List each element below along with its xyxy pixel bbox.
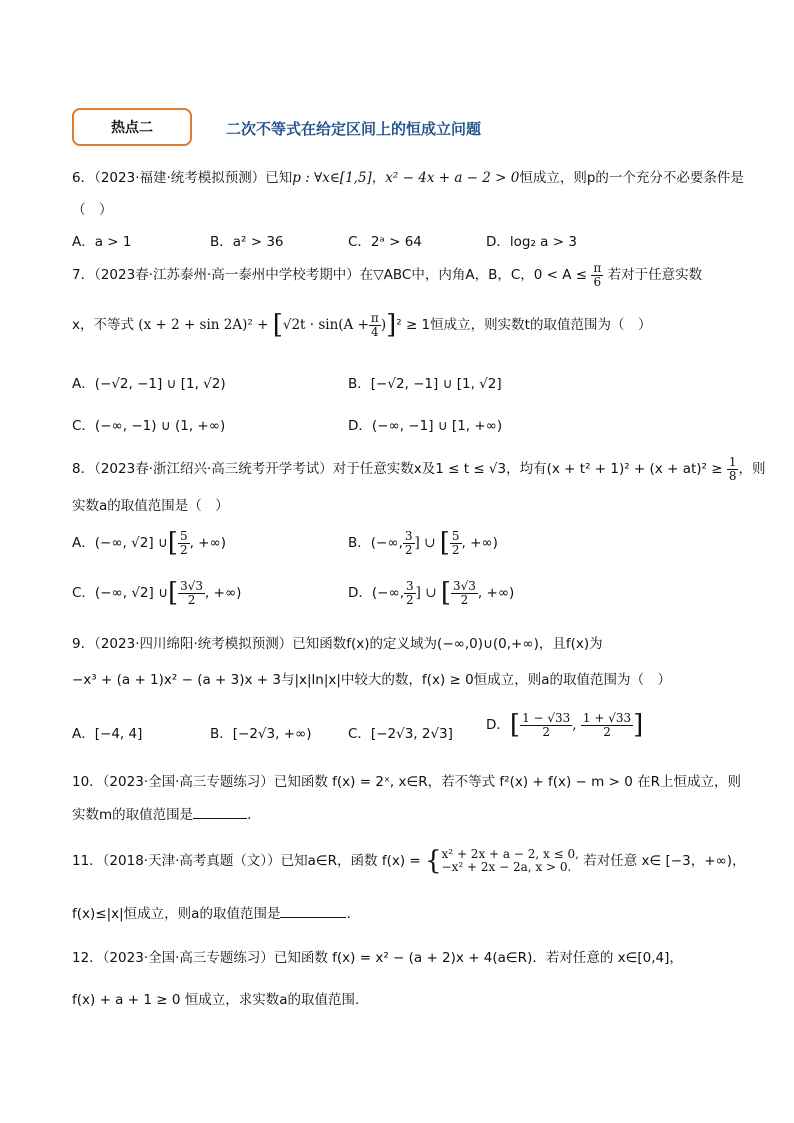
question-8-option-c bbox=[72, 578, 241, 608]
question-6-option-a: A．a > 1 bbox=[72, 234, 132, 250]
question-10-prompt: 实数m的取值范围是 bbox=[72, 807, 194, 823]
comma: , bbox=[572, 717, 581, 733]
question-11-piecewise bbox=[442, 848, 579, 873]
question-7-tail1: 若对于任意实数 bbox=[607, 267, 703, 284]
bracket-close: ] bbox=[414, 535, 420, 551]
question-7-left-bracket: [ bbox=[272, 310, 283, 340]
piecewise-case-2: −x² + 2x − 2a, x > 0. bbox=[441, 860, 572, 874]
question-12-line2: f(x) + a + 1 ≥ 0 恒成立，求实数a的取值范围. bbox=[72, 992, 360, 1008]
question-7-option-b: B．[−√2, −1] ∪ [1, √2] bbox=[348, 376, 502, 392]
question-10-line2 bbox=[72, 803, 251, 823]
question-7-option-a: A．(−√2, −1] ∪ [1, √2) bbox=[72, 376, 226, 392]
question-11-line2 bbox=[72, 902, 351, 922]
bracket-open: [ bbox=[440, 578, 451, 608]
question-9-line1: 9．（2023·四川绵阳·统考模拟预测）已知函数f(x)的定义域为(−∞,0)∪(0,+∞)，且f(x)为 bbox=[72, 636, 603, 652]
question-8-option-a bbox=[72, 528, 226, 558]
question-7-option-c: C．(−∞, −1) ∪ (1, +∞) bbox=[72, 418, 226, 434]
question-8-option-a-end: , +∞) bbox=[189, 535, 226, 551]
bracket-open: [ bbox=[439, 528, 450, 558]
question-8-d-three-halves: $\frac{3}{2}$ bbox=[406, 578, 414, 607]
question-9-line2: −x³ + (a + 1)x² − (a + 3)x + 3与|x|ln|x|中较大的数，f(x) ≥ 0恒成立，则a的取值范围为（ ） bbox=[72, 672, 671, 688]
question-6-option-d: D．log₂ a > 3 bbox=[486, 234, 577, 250]
question-6-line1 bbox=[72, 166, 744, 186]
bracket-open: [ bbox=[167, 578, 179, 608]
piecewise-case-1: x² + 2x + a − 2, x ≤ 0, bbox=[441, 847, 579, 862]
question-9-d-upper: $\frac{1 + √33}{2}$ bbox=[582, 710, 632, 739]
question-8-line1 bbox=[72, 456, 765, 482]
question-7-source: 7．（2023春·江苏泰州·高一泰州中学校考期中）在▽ABC中，内角A，B，C，0 < A ≤ bbox=[72, 267, 588, 284]
question-11-prompt: f(x)≤|x|恒成立，则a的取值范围是 bbox=[72, 906, 281, 922]
question-11-source: 11．（2018·天津·高考真题（文））已知a∈R，函数 f(x) = bbox=[72, 853, 421, 869]
hotspot-badge-label: 热点二 bbox=[111, 120, 153, 136]
question-9-option-c: C．[−2√3, 2√3] bbox=[348, 726, 453, 742]
question-6-tail: 恒成立，则p的一个充分不必要条件是 bbox=[519, 170, 744, 186]
union-symbol: ∪ bbox=[420, 585, 441, 601]
question-8-line2: 实数a的取值范围是（ ） bbox=[72, 498, 229, 514]
question-8-option-d-lead: D．(−∞, bbox=[348, 585, 405, 601]
question-6-condition: p : ∀x∈[1,5]，x² − 4x + a − 2 > 0 bbox=[292, 170, 520, 186]
question-8-c-frac: $\frac{3√3}{2}$ bbox=[180, 578, 204, 607]
question-6-option-c: C．2ᵃ > 64 bbox=[348, 234, 422, 250]
question-9-d-lower: $\frac{1 - √33}{2}$ bbox=[522, 710, 571, 739]
question-7-option-d: D．(−∞, −1] ∪ [1, +∞) bbox=[348, 418, 503, 434]
question-10-line1: 10．（2023·全国·高三专题练习）已知函数 f(x) = 2ˣ, x∈R，若不等式 f²(x) + f(x) − m > 0 在R上恒成立，则 bbox=[72, 774, 741, 790]
question-6-source: 6．（2023·福建·统考模拟预测）已知 bbox=[72, 170, 293, 186]
question-8-b-five-halves: $\frac{5}{2}$ bbox=[451, 528, 460, 557]
section-title: 二次不等式在给定区间上的恒成立问题 bbox=[226, 120, 482, 138]
question-7-ineq-part3: ) bbox=[380, 317, 387, 333]
bracket-open: [ bbox=[167, 528, 178, 558]
question-11-tail: 若对任意 x∈ [−3，+∞)， bbox=[583, 853, 746, 869]
union-symbol: ∪ bbox=[419, 535, 440, 551]
question-11-end: . bbox=[346, 906, 351, 922]
question-7-line2 bbox=[72, 310, 651, 340]
question-8-d-frac: $\frac{3√3}{2}$ bbox=[453, 578, 476, 607]
question-8-source: 8．（2023春·浙江绍兴·高三统考开学考试）对于任意实数x及1 ≤ t ≤ √3，均有(x + t² + 1)² + (x + at)² ≥ bbox=[72, 461, 723, 478]
bracket-close: ] bbox=[415, 585, 421, 601]
question-7-right-bracket: ] bbox=[386, 310, 397, 340]
question-8-option-c-end: , +∞) bbox=[205, 585, 242, 601]
question-8-option-d-end: , +∞) bbox=[477, 585, 515, 601]
question-8-tail: ，则 bbox=[738, 461, 766, 478]
question-11-brace: { bbox=[425, 846, 442, 876]
question-6-option-b: B．a² > 36 bbox=[210, 234, 284, 250]
question-8-option-a-lead: A．(−∞, √2] ∪ bbox=[72, 535, 168, 551]
question-7-ineq-part1: (x + 2 + sin 2A)² + bbox=[138, 317, 269, 333]
answer-blank[interactable] bbox=[280, 905, 346, 918]
question-10-end: . bbox=[247, 807, 252, 823]
question-12-line1: 12．（2023·全国·高三专题练习）已知函数 f(x) = x² − (a + 2)x + 4(a∈R)．若对任意的 x∈[0,4]， bbox=[72, 950, 683, 966]
question-7-pi-over-6: $\frac{\pi}{6}$ bbox=[593, 261, 602, 289]
question-8-option-b-lead: B．(−∞, bbox=[348, 535, 403, 551]
question-7-line1 bbox=[72, 262, 702, 288]
hotspot-badge bbox=[72, 108, 192, 146]
question-7-ge-tail: ² ≥ 1恒成立，则实数t的取值范围为（ ） bbox=[396, 317, 652, 333]
question-8-option-c-lead: C．(−∞, √2] ∪ bbox=[72, 585, 168, 601]
question-8-three-halves: $\frac{3}{2}$ bbox=[404, 528, 413, 557]
question-8-option-d bbox=[348, 578, 514, 608]
question-8-one-eighth: $\frac{1}{8}$ bbox=[728, 455, 737, 483]
question-8-option-b bbox=[348, 528, 498, 558]
question-7-ineq-part2: √2t · sin(A + bbox=[282, 317, 369, 333]
question-8-five-halves: $\frac{5}{2}$ bbox=[179, 528, 188, 557]
question-9-option-d-lead: D． bbox=[486, 717, 510, 733]
answer-blank[interactable] bbox=[193, 806, 247, 819]
bracket-close: ] bbox=[633, 710, 644, 740]
question-7-x-label: x，不等式 bbox=[72, 317, 134, 333]
question-8-option-b-end: , +∞) bbox=[461, 535, 498, 551]
question-6-paren: （ ） bbox=[72, 202, 113, 218]
question-9-option-d bbox=[486, 710, 643, 740]
question-11-line1 bbox=[72, 846, 746, 876]
question-7-pi-over-4: $\frac{\pi}{4}$ bbox=[370, 310, 379, 339]
question-9-option-b: B．[−2√3, +∞) bbox=[210, 726, 312, 742]
question-9-option-a: A．[−4, 4] bbox=[72, 726, 143, 742]
bracket-open: [ bbox=[509, 710, 521, 740]
